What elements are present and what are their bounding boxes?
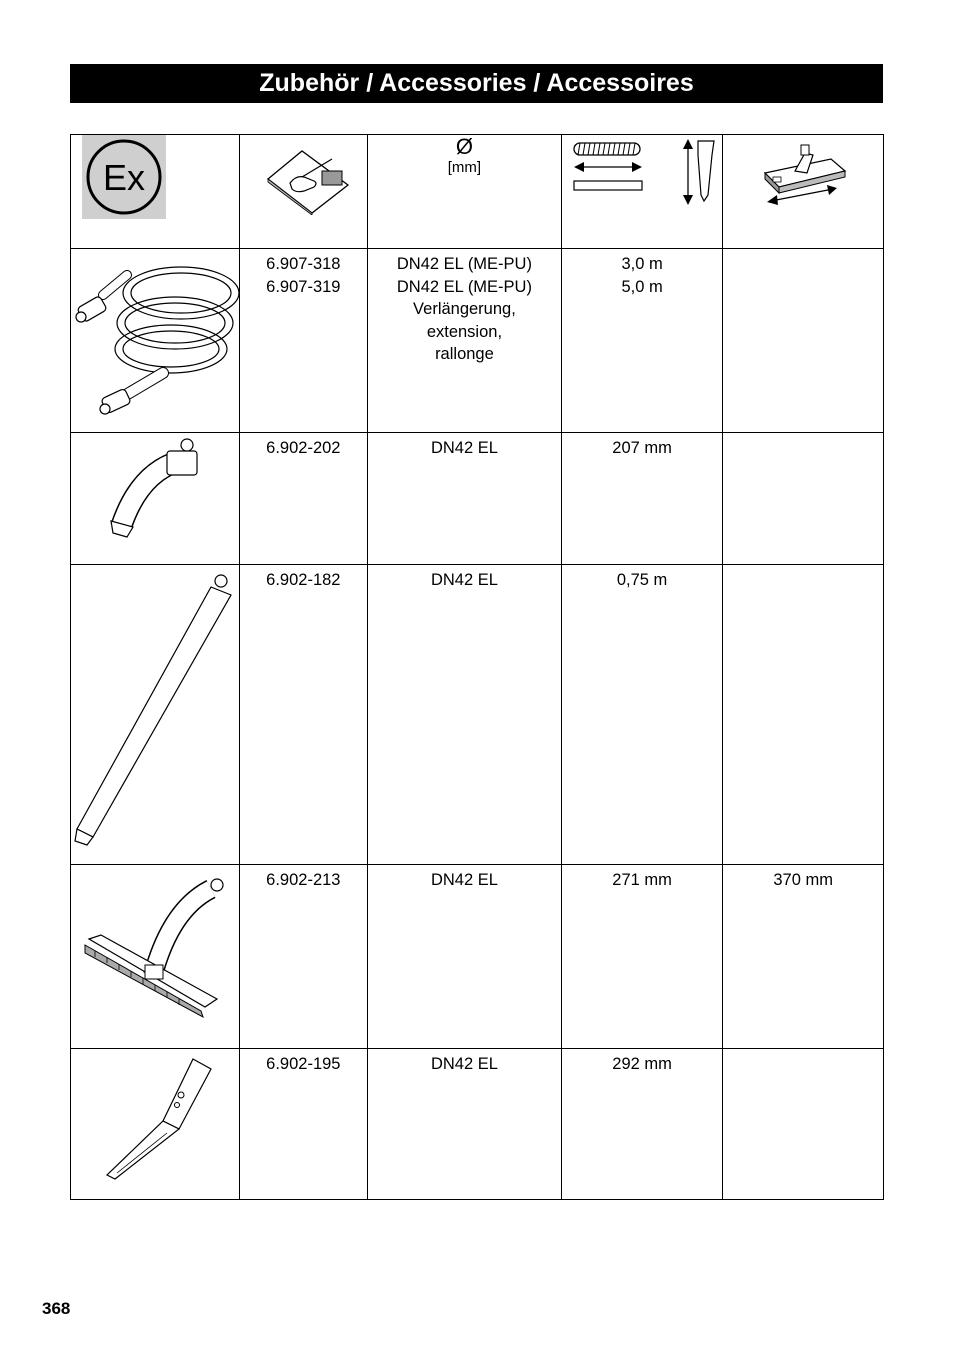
table-row [71, 433, 884, 565]
diameter-text: DN42 EL [430, 571, 498, 589]
header-length-cell [561, 135, 723, 249]
product-image-cell [71, 865, 240, 1049]
product-image-cell [71, 433, 240, 565]
diameter-cell [368, 865, 562, 1049]
width-cell [723, 249, 884, 433]
length-text: 271 mm [612, 871, 672, 889]
diameter-text: rallonge [435, 345, 494, 363]
part-number: 6.902-202 [266, 439, 341, 457]
width-text [723, 249, 883, 253]
crevice-nozzle-icon [71, 1049, 239, 1197]
product-image-cell [71, 249, 240, 433]
length-text: 0,75 m [616, 571, 668, 589]
part-number-cell [239, 433, 367, 565]
length-text: 207 mm [612, 439, 672, 457]
product-image-cell [71, 1049, 240, 1200]
part-number-cell [239, 565, 367, 865]
diameter-cell [368, 565, 562, 865]
diameter-symbol: Ø [455, 134, 473, 159]
suction-hose-icon [71, 249, 239, 429]
part-number: 6.907-318 [266, 255, 341, 273]
table-row [71, 865, 884, 1049]
diameter-text: DN42 EL [430, 871, 498, 889]
product-image-cell [71, 565, 240, 865]
width-text [723, 433, 883, 437]
diameter-cell [368, 1049, 562, 1200]
part-number-cell [239, 1049, 367, 1200]
accessories-table [70, 134, 884, 1200]
diameter-text: DN42 EL (ME-PU) [396, 255, 532, 273]
diameter-text: DN42 EL (ME-PU) [396, 277, 532, 296]
hand-writing-order-icon [240, 135, 368, 215]
bent-tube-icon [71, 433, 239, 561]
diameter-cell [368, 249, 562, 433]
width-cell [723, 865, 884, 1049]
header-diameter-cell [368, 135, 562, 249]
page-title: Zubehör / Accessories / Accessoires [70, 64, 883, 103]
part-number: 6.902-195 [266, 1055, 341, 1073]
length-text: 3,0 m [621, 255, 663, 273]
width-text [723, 565, 883, 569]
header-width-cell [723, 135, 884, 249]
length-hose-icon [562, 135, 723, 215]
diameter-text: DN42 EL [430, 439, 498, 457]
diameter-unit: [mm] [447, 159, 482, 176]
table-header-row [71, 135, 884, 249]
header-part-number-cell [239, 135, 367, 249]
width-cell [723, 1049, 884, 1200]
part-number-cell [239, 865, 367, 1049]
diameter-text: Verlängerung, [413, 300, 516, 318]
width-cell [723, 433, 884, 565]
width-text [723, 1049, 883, 1053]
straight-tube-icon [71, 565, 239, 861]
length-cell [561, 1049, 723, 1200]
ex-protection-icon [82, 135, 166, 219]
page-number: 368 [42, 1299, 71, 1318]
length-cell [561, 433, 723, 565]
floor-nozzle-icon [71, 865, 239, 1045]
header-ex-cell [71, 135, 240, 249]
diameter-cell [368, 433, 562, 565]
diameter-text: DN42 EL [430, 1055, 498, 1073]
table-row [71, 249, 884, 433]
table-row [71, 565, 884, 865]
part-number: 6.902-213 [266, 871, 341, 889]
length-text: 5,0 m [621, 277, 663, 296]
width-text: 370 mm [773, 871, 833, 889]
length-cell [561, 565, 723, 865]
part-number: 6.907-319 [266, 277, 341, 296]
part-number-cell [239, 249, 367, 433]
ex-label: Ex [102, 157, 146, 198]
width-cell [723, 565, 884, 865]
diameter-text: extension, [426, 322, 503, 341]
width-floor-nozzle-icon [723, 135, 883, 215]
table-row [71, 1049, 884, 1200]
length-cell [561, 249, 723, 433]
length-cell [561, 865, 723, 1049]
length-text: 292 mm [612, 1055, 672, 1073]
part-number: 6.902-182 [266, 571, 341, 589]
